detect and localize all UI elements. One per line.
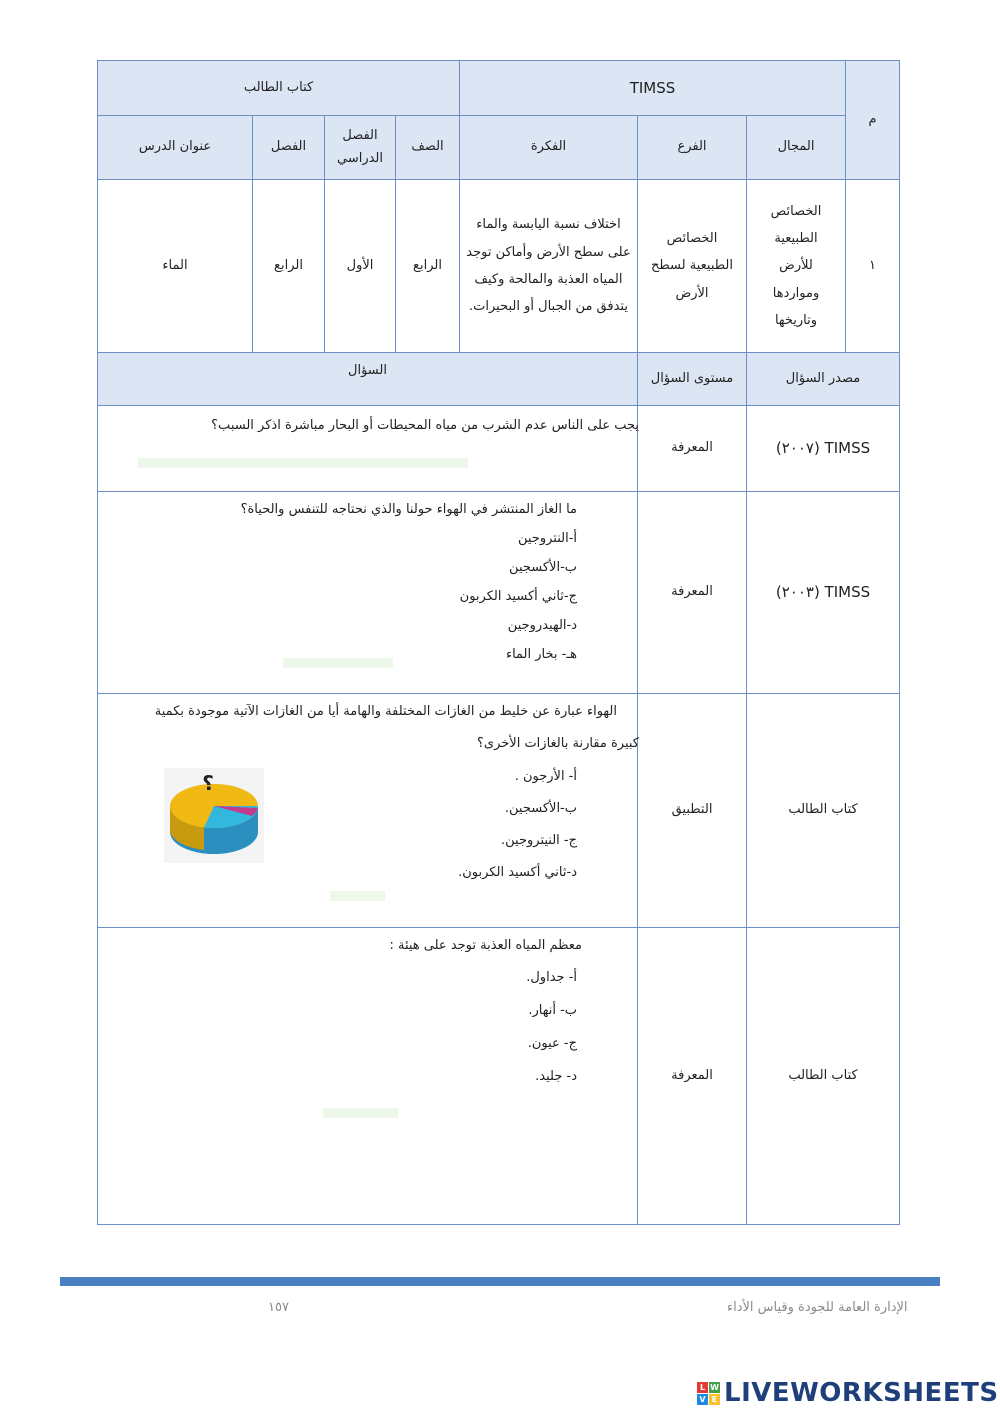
q2-option-e: هـ- بخار الماء <box>505 647 577 662</box>
question-label: السؤال <box>348 363 387 378</box>
q1-source <box>746 405 900 492</box>
branch-label: الفرع <box>677 139 707 155</box>
row1-grade <box>395 179 460 353</box>
q2-source-text: TIMSS (٢٠٠٣) <box>775 583 871 602</box>
q3-option-b: ب-الأكسجين. <box>504 801 577 816</box>
q2-question <box>97 491 638 694</box>
header-chapter <box>252 115 325 180</box>
q1-level-text: المعرفة <box>671 440 713 456</box>
q2-option-b: ب-الأكسجين <box>509 560 577 575</box>
qheader-question <box>97 352 638 406</box>
q2-option-d: د-الهيدروجين <box>507 618 577 633</box>
row1-num <box>845 179 900 353</box>
q4-level <box>637 927 747 1225</box>
q3-level <box>637 693 747 928</box>
q1-source-text: TIMSS (٢٠٠٧) <box>775 439 871 458</box>
liveworksheets-text: LIVEWORKSHEETS <box>724 1378 999 1408</box>
q4-option-d: د- جليد. <box>535 1069 577 1084</box>
semester-label: الفصل الدراسي <box>336 128 383 166</box>
idea-value: اختلاف نسبة اليابسة والماء على سطح الأرض وأماكن توجد المياه العذبة والمالحة وكيف يتدفق من الجبال أو البحيرات. <box>466 217 631 315</box>
q2-option-a: أ-النتروجين <box>517 531 577 546</box>
pie-question-mark: ؟ <box>202 771 214 795</box>
logo-letter-v: V <box>697 1394 708 1405</box>
q3-stem-line1: الهواء عبارة عن خليط من الغازات المختلفة والهامة أيا من الغازات الآتية موجودة بكمية <box>154 704 617 719</box>
level-label: مستوى السؤال <box>650 370 734 386</box>
q4-option-b: ب- أنهار. <box>528 1003 577 1018</box>
header-grade <box>395 115 460 180</box>
header-semester <box>324 115 396 180</box>
grade-value: الرابع <box>413 257 442 273</box>
header-m <box>845 60 900 180</box>
domain-label: المجال <box>777 139 815 155</box>
liveworksheets-logo[interactable] <box>697 1378 999 1408</box>
q4-question <box>97 927 638 1225</box>
q3-option-d: د-ثاني أكسيد الكربون. <box>458 865 577 880</box>
student-book-label: كتاب الطالب <box>243 79 314 95</box>
grade-label: الصف <box>411 139 444 155</box>
q3-option-a: أ- الأرجون . <box>514 769 577 784</box>
q2-level-text: المعرفة <box>671 584 713 600</box>
q3-source <box>746 693 900 928</box>
q1-text: يجب على الناس عدم الشرب من مياه المحيطات أو البحار مباشرة اذكر السبب؟ <box>211 418 639 433</box>
q3-source-text: كتاب الطالب <box>788 802 858 818</box>
q4-answer-area[interactable] <box>323 1108 398 1118</box>
page-number: ١٥٧ <box>268 1300 289 1315</box>
q3-option-c: ج- النيتروجين. <box>501 833 577 848</box>
qheader-source <box>746 352 900 406</box>
logo-letter-w: W <box>710 1382 719 1392</box>
logo-letter-e: E <box>709 1394 720 1405</box>
q3-stem-line2: كبيرة مقارنة بالغازات الأخرى؟ <box>477 736 639 751</box>
lesson-title-label: عنوان الدرس <box>138 139 212 155</box>
row1-domain <box>746 179 846 353</box>
idea-label: الفكرة <box>530 139 567 155</box>
q2-source <box>746 491 900 694</box>
q3-answer-area[interactable] <box>330 891 385 901</box>
lesson-value: الماء <box>162 257 188 273</box>
header-branch <box>637 115 747 180</box>
q4-option-c: ج- عيون. <box>527 1036 577 1051</box>
m-label: م <box>868 111 877 127</box>
branch-value: الخصائص الطبيعية لسطح الأرض <box>651 231 733 301</box>
q2-option-c: ج-ثاني أكسيد الكربون <box>459 589 577 604</box>
q4-source <box>746 927 900 1225</box>
pie-chart-image <box>164 768 264 863</box>
footer-divider <box>60 1277 940 1286</box>
organization-name: الإدارة العامة للجودة وقياس الأداء <box>727 1300 908 1315</box>
chapter-value: الرابع <box>274 257 303 273</box>
header-timss <box>459 60 846 116</box>
header-idea <box>459 115 638 180</box>
q2-stem: ما الغاز المنتشر في الهواء حولنا والذي نحتاجه للتنفس والحياة؟ <box>240 502 577 517</box>
q2-answer-area[interactable] <box>283 658 393 668</box>
header-domain <box>746 115 846 180</box>
q3-question <box>97 693 638 928</box>
lesson-table <box>97 60 900 1225</box>
q1-level <box>637 405 747 492</box>
row1-branch <box>637 179 747 353</box>
q4-source-text: كتاب الطالب <box>788 1067 858 1083</box>
chapter-label: الفصل <box>270 139 307 155</box>
liveworksheets-icon <box>697 1382 720 1405</box>
logo-letter-l: L <box>697 1382 708 1393</box>
q1-question <box>97 405 638 492</box>
row1-idea <box>459 179 638 353</box>
qheader-level <box>637 352 747 406</box>
row1-semester <box>324 179 396 353</box>
q3-level-text: التطبيق <box>671 802 713 818</box>
header-lesson-title <box>97 115 253 180</box>
header-student-book <box>97 60 460 116</box>
semester-value: الأول <box>346 257 374 273</box>
domain-value: الخصائص الطبيعية للأرض ومواردها وتاريخها <box>770 203 822 328</box>
q4-option-a: أ- جداول. <box>526 970 577 985</box>
row1-chapter <box>252 179 325 353</box>
row-number: ١ <box>869 257 876 273</box>
q2-level <box>637 491 747 694</box>
row1-lesson <box>97 179 253 353</box>
q1-answer-area[interactable] <box>138 458 468 468</box>
q4-stem: معظم المياه العذبة توجد على هيئة : <box>389 938 582 953</box>
timss-label: TIMSS <box>629 78 676 97</box>
q4-level-text: المعرفة <box>671 1067 713 1083</box>
source-label: مصدر السؤال <box>785 370 861 386</box>
